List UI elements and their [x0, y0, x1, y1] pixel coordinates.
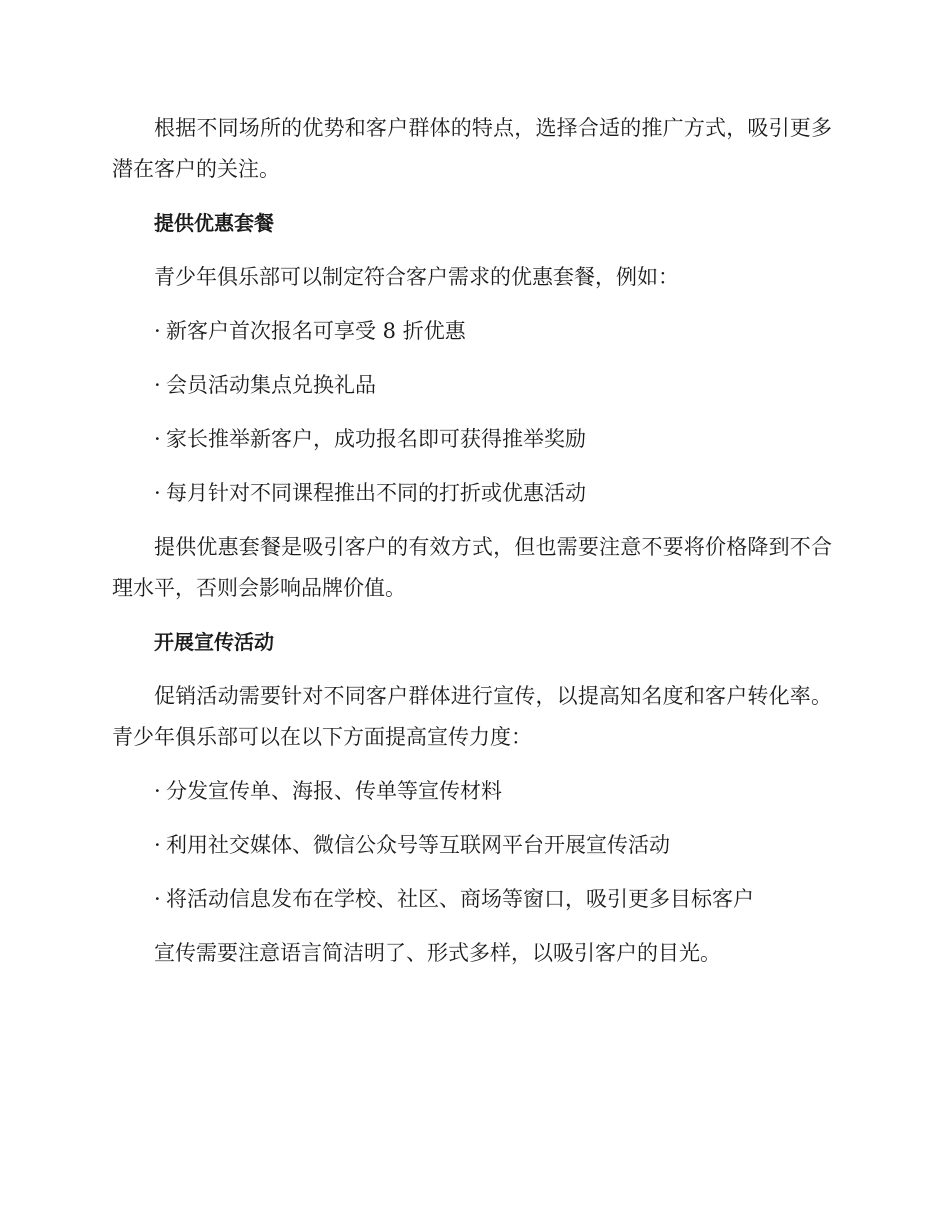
bullet-marker: · — [154, 373, 161, 397]
bullet-marker: · — [154, 887, 161, 911]
list-item-text: 家长推举新客户，成功报名即可获得推举奖励 — [166, 427, 586, 451]
bullet-marker: · — [154, 833, 161, 857]
list-item — [112, 825, 832, 866]
list-item-text: 利用社交媒体、微信公众号等互联网平台开展宣传活动 — [166, 833, 670, 857]
bullet-marker: · — [154, 319, 161, 343]
list-item — [112, 365, 832, 406]
heading-publicity-activities: 开展宣传活动 — [154, 630, 274, 654]
list-item — [112, 473, 832, 514]
paragraph-publicity-summary: 宣传需要注意语言简洁明了、形式多样，以吸引客户的目光。 — [154, 941, 721, 965]
list-item — [112, 879, 832, 920]
list-item-text: 新客户首次报名可享受 8 折优惠 — [166, 319, 466, 343]
list-item-text: 每月针对不同课程推出不同的打折或优惠活动 — [166, 481, 586, 505]
paragraph-publicity-intro: 促销活动需要针对不同客户群体进行宣传，以提高知名度和客户转化率。青少年俱乐部可以在以下方面提高宣传力度： — [112, 684, 832, 749]
bullet-marker: · — [154, 427, 161, 451]
heading-discount-packages: 提供优惠套餐 — [154, 211, 274, 235]
list-item-text: 将活动信息发布在学校、社区、商场等窗口，吸引更多目标客户 — [166, 887, 754, 911]
list-item-text: 分发宣传单、海报、传单等宣传材料 — [166, 779, 502, 803]
list-item — [112, 419, 832, 460]
bullet-marker: · — [154, 481, 161, 505]
paragraph-discount-caution: 提供优惠套餐是吸引客户的有效方式，但也需要注意不要将价格降到不合理水平，否则会影响品牌价值。 — [112, 535, 832, 600]
paragraph-promotion-methods: 根据不同场所的优势和客户群体的特点，选择合适的推广方式，吸引更多潜在客户的关注。 — [112, 116, 832, 181]
list-item — [112, 311, 832, 352]
bullet-marker: · — [154, 779, 161, 803]
paragraph-discount-intro: 青少年俱乐部可以制定符合客户需求的优惠套餐，例如： — [154, 265, 679, 289]
list-item-text: 会员活动集点兑换礼品 — [166, 373, 376, 397]
document-body — [112, 108, 832, 987]
list-item — [112, 771, 832, 812]
